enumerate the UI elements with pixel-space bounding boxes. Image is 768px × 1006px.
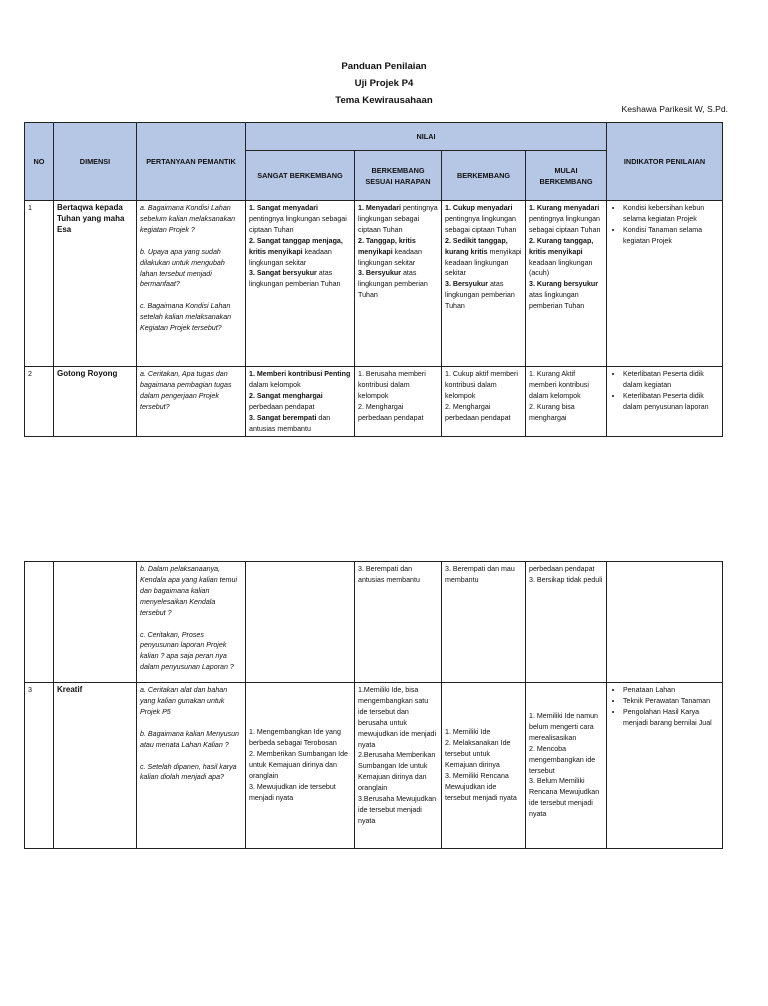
assessment-indicators	[607, 683, 723, 849]
criteria-text: keadaan lingkungan (acuh)	[529, 258, 593, 278]
criteria-berkembang-sesuai-harapan	[355, 201, 442, 367]
criteria-mulai-berkembang	[526, 201, 607, 367]
criteria-berkembang	[442, 562, 526, 683]
question-a: a. Ceritakan, Apa tugas dan bagaimana pembagian tugas dalam pengerjaan Projek tersebut?	[140, 370, 232, 411]
criteria-text: 2. Memberikan Sumbangan Ide untuk Kemajuan dirinya dan oranglain	[249, 750, 348, 780]
dimension-name	[54, 562, 137, 683]
indicator-item: • Keterlibatan Peserta didik dalam penyusunan laporan	[623, 391, 719, 413]
question-a: a. Bagaimana Kondisi Lahan sebelum kalian melaksanakan kegiatan Projek ?	[140, 204, 236, 234]
criteria-text: pentingnya lingkungan sebagai ciptaan Tuhan	[358, 204, 438, 234]
criteria-berkembang-sesuai-harapan	[355, 562, 442, 683]
header-indikator: INDIKATOR PENILAIAN	[607, 123, 723, 201]
criteria-key: 1. Menyadari	[358, 204, 401, 212]
header-mulai-berkembang: MULAI BERKEMBANG	[526, 151, 607, 201]
criteria-key: 3. Bersyukur	[358, 269, 401, 278]
question-b: b. Upaya apa yang sudah dilakukan untuk mengubah lahan tersebut menjadi bermanfaat?	[140, 247, 225, 289]
criteria-mulai-berkembang	[526, 683, 607, 849]
criteria-berkembang-sesuai-harapan	[355, 367, 442, 437]
criteria-text: 1. Mengembangkan Ide yang berbeda sebagai Terobosan	[249, 728, 341, 748]
criteria-text: keadaan lingkungan sekitar	[249, 247, 332, 267]
criteria-text: 3. Bersikap tidak peduli	[529, 575, 603, 584]
indicator-item: • Keterlibatan Peserta didik dalam kegiatan	[623, 369, 719, 391]
header-berkembang-sesuai-harapan: BERKEMBANG SESUAI HARAPAN	[355, 151, 442, 201]
header-no: NO	[25, 123, 54, 201]
criteria-key: 3. Sangat bersyukur	[249, 269, 317, 278]
criteria-text: pentingnya lingkungan sebagai ciptaan Tuhan	[249, 214, 347, 234]
criteria-key: 1. Kurang menyadari	[529, 204, 600, 212]
header-berkembang: BERKEMBANG	[442, 151, 526, 201]
criteria-text: 2. Menghargai perbedaan pendapat	[358, 402, 424, 422]
assessment-indicators	[607, 562, 723, 683]
criteria-key: 1. Cukup menyadari	[445, 204, 513, 212]
criteria-text: pentingnya lingkungan sebagai ciptaan Tuhan	[445, 214, 517, 234]
question-c: c. Setelah dipanen, hasil karya kalian diolah menjadi apa?	[140, 762, 237, 782]
criteria-berkembang-sesuai-harapan	[355, 683, 442, 849]
doc-theme: Tema Kewirausahaan	[335, 95, 433, 106]
indicator-item: • Pengolahan Hasil Karya menjadi barang bernilai Jual	[623, 707, 719, 729]
criteria-berkembang	[442, 367, 526, 437]
question-b: b. Bagaimana kalian Menyusun atau menata Lahan Kalian ?	[140, 729, 239, 749]
question-a: a. Ceritakan alat dan bahan yang kalian gunakan untuk Projek P5	[140, 686, 228, 716]
criteria-text: atas lingkungan pemberian Tuhan	[529, 291, 585, 311]
criteria-text: 2.Berusaha Memberikan Sumbangan Ide untuk Kemajuan dirinya dan oranglain	[358, 751, 436, 793]
criteria-text: perbedaan pendapat	[249, 402, 315, 411]
header-dimensi: DIMENSI	[54, 123, 137, 201]
row-number: 2	[25, 367, 54, 437]
criteria-key: 2. Sedikit tanggap, kurang kritis	[445, 236, 508, 256]
criteria-text: 2. Menghargai perbedaan pendapat	[445, 402, 511, 422]
criteria-key: 1. Memberi kontribusi Penting	[249, 370, 351, 378]
criteria-text: 1. Memiliki Ide namun belum mengerti cara merealisasikan	[529, 711, 598, 742]
indicator-item: • Teknik Perawatan Tanaman	[623, 696, 719, 707]
indicator-item: • Penataan Lahan	[623, 685, 719, 696]
document-title-block	[0, 58, 768, 109]
criteria-berkembang	[442, 201, 526, 367]
assessment-indicators	[607, 201, 723, 367]
dimension-name: Bertaqwa kepada Tuhan yang maha Esa	[54, 201, 137, 367]
doc-subtitle: Uji Projek P4	[354, 78, 414, 89]
table-row	[25, 562, 723, 683]
criteria-text: 2. Melaksanakan Ide tersebut untuk Kemajuan dirinya	[445, 739, 511, 770]
criteria-key: 2. Tanggap, kritis menyikapi	[358, 236, 416, 256]
table-row	[25, 201, 723, 367]
assessment-table-page1	[24, 122, 723, 437]
assessment-table-page2	[24, 561, 723, 849]
assessment-indicators	[607, 367, 723, 437]
indicator-item: • Kondisi kebersihan kebun selama kegiatan Projek	[623, 203, 719, 225]
dimension-name: Gotong Royong	[54, 367, 137, 437]
criteria-text: 3.Berusaha Mewujudkan ide tersebut menjadi nyata	[358, 795, 437, 825]
criteria-text: 3. Memiliki Rencana Mewujudkan ide tersebut menjadi nyata	[445, 771, 517, 802]
table-row	[25, 683, 723, 849]
criteria-sangat-berkembang	[246, 562, 355, 683]
criteria-key: 3. Sangat berempati	[249, 413, 317, 422]
criteria-sangat-berkembang	[246, 201, 355, 367]
criteria-text: keadaan lingkungan sekitar	[358, 247, 422, 267]
criteria-key: 3. Bersyukur	[445, 280, 488, 289]
question-c: c. Bagaimana Kondisi Lahan setelah kalian melaksanakan Kegiatan Projek tersebut?	[140, 302, 232, 333]
indicator-item: • Kondisi Tanaman selama kegiatan Projek	[623, 225, 719, 247]
criteria-key: 3. Kurang bersyukur	[529, 280, 598, 289]
dimension-name: Kreatif	[54, 683, 137, 849]
criteria-text: 1. Memiliki Ide	[445, 728, 491, 737]
criteria-text: atas lingkungan pemberian Tuhan	[445, 280, 515, 311]
criteria-text: 1. Kurang Aktif memberi kontribusi dalam kelompok	[529, 370, 589, 400]
criteria-text: menyikapi keadaan lingkungan sekitar	[445, 247, 522, 278]
criteria-text: 1. Berusaha memberi kontribusi dalam kelompok	[358, 370, 426, 400]
criteria-mulai-berkembang	[526, 367, 607, 437]
criteria-berkembang	[442, 683, 526, 849]
criteria-text: 2. Mencoba mengembangkan ide tersebut	[529, 744, 596, 775]
criteria-text: atas lingkungan pemberian Tuhan	[249, 269, 341, 289]
guiding-questions	[137, 367, 246, 437]
criteria-mulai-berkembang	[526, 562, 607, 683]
header-nilai: NILAI	[246, 123, 607, 151]
criteria-text: pentingnya lingkungan sebagai ciptaan Tuhan	[529, 214, 601, 234]
criteria-sangat-berkembang	[246, 367, 355, 437]
criteria-key: 2. Sangat tanggap menjaga, kritis menyikapi	[249, 236, 343, 256]
table-row	[25, 367, 723, 437]
criteria-text: 2. Kurang bisa menghargai	[529, 402, 575, 422]
criteria-text: 3. Berempati dan antusias membantu	[358, 565, 420, 584]
question-b: b. Dalam pelaksanaanya, Kendala apa yang kalian temui dan bagaimana kalian menyelesaikan Kendala tersebut ?	[140, 565, 238, 617]
guiding-questions	[137, 201, 246, 367]
guiding-questions	[137, 683, 246, 849]
criteria-text: dalam kelompok	[249, 380, 301, 389]
criteria-text: perbedaan pendapat	[529, 565, 595, 573]
criteria-sangat-berkembang	[246, 683, 355, 849]
criteria-key: 2. Kurang tanggap, kritis menyikapi	[529, 236, 594, 256]
guiding-questions	[137, 562, 246, 683]
header-sangat-berkembang: SANGAT BERKEMBANG	[246, 151, 355, 201]
criteria-key: 2. Sangat menghargai	[249, 391, 323, 400]
header-pertanyaan: PERTANYAAN PEMANTIK	[137, 123, 246, 201]
question-c: c. Ceritakan, Proses penyusunan laporan Projek kalian ? apa saja peran nya dalam penyusunan Laporan ?	[140, 630, 234, 672]
criteria-text: 3. Berempati dan mau membantu	[445, 565, 515, 584]
author-name: Keshawa Parikesit W, S.Pd.	[621, 104, 728, 114]
criteria-text: 3. Belum Memiliki Rencana Mewujudkan ide tersebut menjadi nyata	[529, 777, 600, 819]
criteria-key: 1. Sangat menyadari	[249, 204, 318, 212]
row-number	[25, 562, 54, 683]
criteria-text: 1. Cukup aktif memberi kontribusi dalam kelompok	[445, 370, 518, 400]
criteria-text: atas lingkungan pemberian Tuhan	[358, 269, 428, 300]
criteria-text: 1.Memiliki Ide, bisa mengembangkan satu ide tersebut dan berusaha untuk mewujudkan ide menjadi nyata	[358, 686, 437, 749]
row-number: 3	[25, 683, 54, 849]
doc-title: Panduan Penilaian	[341, 61, 427, 72]
row-number: 1	[25, 201, 54, 367]
criteria-text: dan antusias membantu	[249, 413, 331, 433]
criteria-text: 3. Mewujudkan ide tersebut menjadi nyata	[249, 782, 336, 802]
